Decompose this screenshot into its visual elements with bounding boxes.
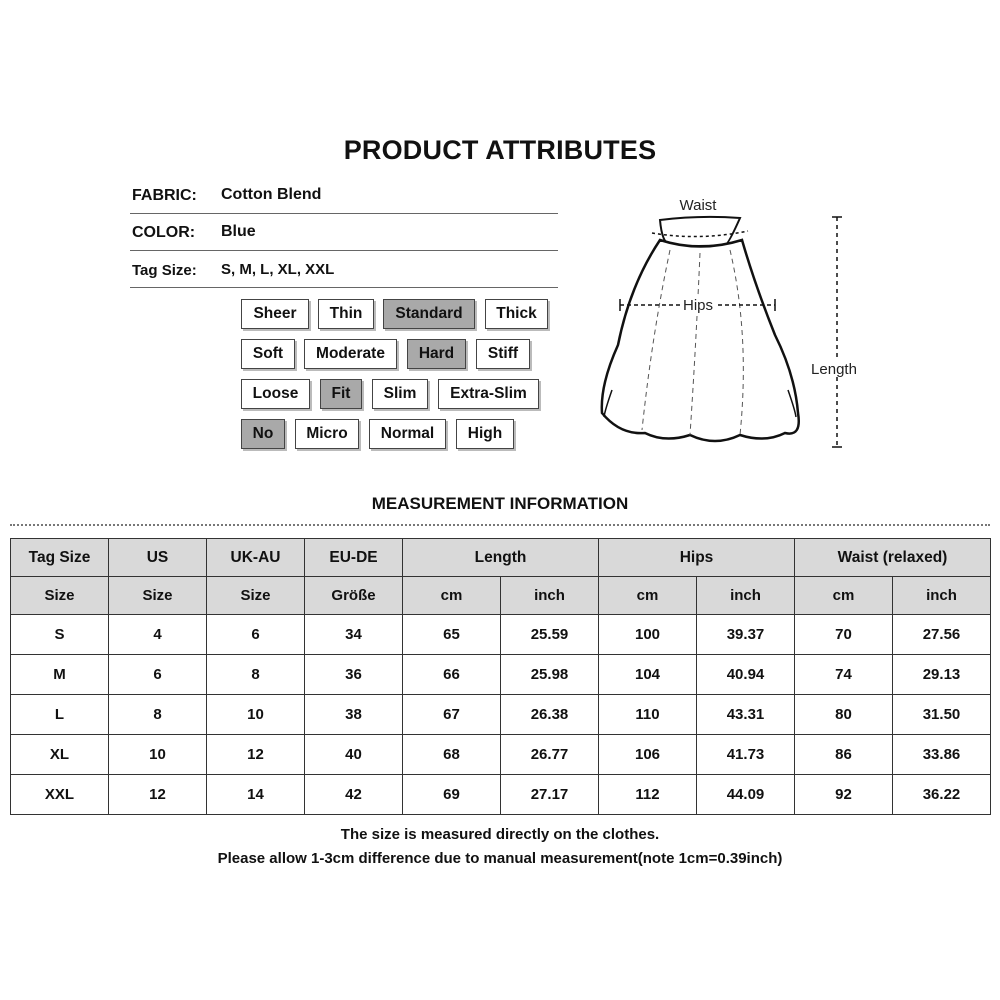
info-value: Blue [221,223,256,240]
note-measured: The size is measured directly on the clothes. [340,826,660,843]
option-loose: Loose [241,379,310,409]
subheader-cell: inch [501,577,599,615]
table-cell: 26.38 [501,695,599,735]
table-cell: 80 [795,695,893,735]
subheader-cell: Size [11,577,109,615]
subheader-cell: Größe [305,577,403,615]
table-cell: 10 [207,695,305,735]
note-difference: Please allow 1-3cm difference due to manual measurement(note 1cm=0.39inch) [217,850,783,867]
table-cell: 12 [109,775,207,815]
option-normal: Normal [369,419,446,449]
header-cell: US [109,539,207,577]
table-cell: 31.50 [893,695,991,735]
table-cell: 27.56 [893,615,991,655]
option-no-selected: No [241,419,285,449]
table-cell: 100 [599,615,697,655]
table-cell: 12 [207,735,305,775]
table-cell: 41.73 [697,735,795,775]
option-high: High [456,419,514,449]
subheader-cell: cm [599,577,697,615]
table-cell: 6 [207,615,305,655]
table-cell: 4 [109,615,207,655]
table-cell: 67 [403,695,501,735]
table-cell: 34 [305,615,403,655]
info-key: FABRIC: [132,187,197,204]
info-key: Tag Size: [132,262,197,279]
table-row [11,615,991,655]
table-cell: 26.77 [501,735,599,775]
table-cell: 29.13 [893,655,991,695]
table-cell: 69 [403,775,501,815]
option-stiff: Stiff [476,339,530,369]
table-cell: 106 [599,735,697,775]
table-cell: 42 [305,775,403,815]
info-row-color [130,214,558,251]
table-cell: 43.31 [697,695,795,735]
option-fit-selected: Fit [320,379,362,409]
header-cell: UK-AU [207,539,305,577]
subheader-cell: cm [795,577,893,615]
table-cell: 66 [403,655,501,695]
table-cell: XXL [11,775,109,815]
table-row [11,655,991,695]
option-thin: Thin [318,299,374,329]
option-moderate: Moderate [304,339,397,369]
option-micro: Micro [295,419,359,449]
table-cell: 33.86 [893,735,991,775]
length-label: Length [811,361,857,378]
option-hard-selected: Hard [407,339,466,369]
option-sheer: Sheer [241,299,309,329]
table-cell: 65 [403,615,501,655]
info-row-fabric [130,177,558,214]
table-cell: 36 [305,655,403,695]
table-cell: 25.59 [501,615,599,655]
table-row [11,695,991,735]
table-cell: 8 [207,655,305,695]
subheader-cell: inch [697,577,795,615]
table-cell: 74 [795,655,893,695]
table-cell: M [11,655,109,695]
measurement-title: MEASUREMENT INFORMATION [371,494,629,513]
table-header-row [11,539,991,577]
info-key: COLOR: [132,224,196,241]
table-cell: 14 [207,775,305,815]
header-cell: EU-DE [305,539,403,577]
skirt-measurement-diagram [590,185,880,460]
header-cell: Hips [599,539,795,577]
option-soft: Soft [241,339,295,369]
table-cell: 6 [109,655,207,695]
table-cell: S [11,615,109,655]
table-cell: 112 [599,775,697,815]
page-title: PRODUCT ATTRIBUTES [343,135,657,165]
header-cell: Tag Size [11,539,109,577]
table-cell: 40 [305,735,403,775]
option-thick: Thick [485,299,548,329]
table-cell: L [11,695,109,735]
hips-label: Hips [682,297,714,314]
table-cell: 36.22 [893,775,991,815]
table-cell: 38 [305,695,403,735]
table-cell: 39.37 [697,615,795,655]
header-cell: Waist (relaxed) [795,539,991,577]
info-value: S, M, L, XL, XXL [221,261,335,278]
option-slim: Slim [372,379,428,409]
table-cell: 92 [795,775,893,815]
table-cell: 70 [795,615,893,655]
table-cell: 44.09 [697,775,795,815]
waist-label: Waist [679,197,717,214]
option-extra-slim: Extra-Slim [438,379,539,409]
size-table [10,538,991,815]
header-cell: Length [403,539,599,577]
dotted-divider [10,524,990,526]
option-standard-selected: Standard [383,299,475,329]
subheader-cell: Size [109,577,207,615]
table-cell: 104 [599,655,697,695]
table-subheader-row [11,577,991,615]
table-cell: 40.94 [697,655,795,695]
info-value: Cotton Blend [221,186,322,203]
table-cell: 86 [795,735,893,775]
info-row-tag-size [130,251,558,288]
table-cell: XL [11,735,109,775]
table-cell: 25.98 [501,655,599,695]
table-cell: 110 [599,695,697,735]
table-cell: 8 [109,695,207,735]
table-row [11,735,991,775]
table-cell: 10 [109,735,207,775]
skirt-waistband [660,217,740,246]
table-cell: 68 [403,735,501,775]
subheader-cell: inch [893,577,991,615]
skirt-body [602,240,799,441]
table-cell: 27.17 [501,775,599,815]
table-row [11,775,991,815]
subheader-cell: cm [403,577,501,615]
subheader-cell: Size [207,577,305,615]
